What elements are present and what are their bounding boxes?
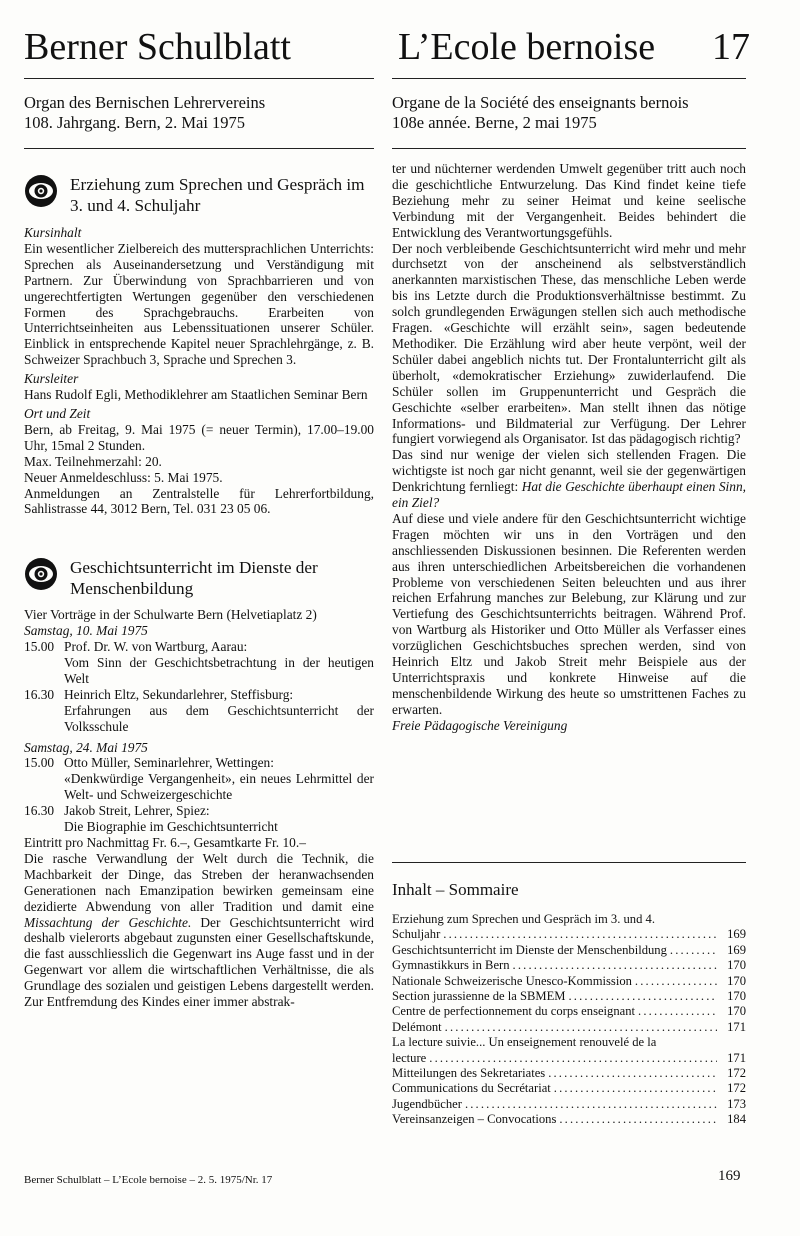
eye-icon: [24, 557, 58, 591]
toc-entry[interactable]: Erziehung zum Sprechen und Gespräch im 3. und 4. Schuljahr . . . 169: [392, 912, 746, 943]
toc-entry[interactable]: Gymnastikkurs in Bern . . . 170: [392, 958, 746, 973]
talk-topic: Die Biographie im Geschichtsunterricht: [64, 819, 278, 835]
masthead-rule-left: [24, 78, 374, 79]
article2-body-p1: ter und nüchterner werdenden Umwelt gegenüber tritt auch noch die geschichtliche Entwurzelung. Das Kind findet keine tiefe Beziehung mehr zu seiner Heimat und keine seelische Verbindung mit der Vergangenheit. Beides behindert die Entwicklung des Verantwortungsgefühls.: [392, 161, 746, 240]
article2-body-p4: Auf diese und viele andere für den Geschichtsunterricht wichtige Fragen möchten wir uns in den Vorträgen und den anschliessenden Diskussionen besinnen. Die Referenten werden aus ihren unterschiedlichen Arbeitsbereichen die vorhandenen Probleme von verschiedenen Seiten beleuchten und aus ihrer reichen Erfahrung manches zur Belebung, zur Klärung und zur Vertiefung des Geschichtsunterrichts beitragen. Während Prof. von Wartburg als Historiker und Otto Müller als Verfasser eines vorzüglichen Geschichtsbuches sprechen werden, sind von Heinrich Eltz und Jakob Streit mehr Beispiele aus der Unterrichtspraxis und konkrete Hinweise auf die menschenbildende Wirkung des heute so umstrittenen Faches zu erwarten.: [392, 510, 746, 717]
toc-entry[interactable]: Centre de perfectionnement du corps enseignant . . . 170: [392, 1004, 746, 1019]
masthead-rule-right: [392, 78, 746, 79]
max-participants: Max. Teilnehmerzahl: 20.: [24, 453, 162, 469]
talk-item: [24, 687, 374, 735]
talk-speaker: Prof. Dr. W. von Wartburg, Aarau:: [64, 639, 248, 655]
kursinhalt-label: Kursinhalt: [24, 225, 82, 240]
registration-deadline: Neuer Anmeldeschluss: 5. Mai 1975.: [24, 469, 223, 485]
footer-citation: Berner Schulblatt – L’Ecole bernoise – 2. 5. 1975/Nr. 17: [24, 1174, 273, 1186]
date-de: 108. Jahrgang. Bern, 2. Mai 1975: [24, 113, 246, 132]
article2-body-start: Die rasche Verwandlung der Welt durch die Technik, die Machbarkeit der Dinge, das Streben der heranwachsenden Generationen nach Emanzipation bewirken gemeinsam eine dezidierte Abwendung von aller Tradition und damit eine Missachtung der Geschichte. Der Geschichtsunterricht wird deshalb vielerorts abgebaut zugunsten einer Gesellschaftskunde, die fast ausschliesslich die Gegenwart ins Auge fasst und in der Gegenwart vor allem die wirtschaftlichen Verhältnisse, die als Grundlage des sozialen und geistigen Lebens dargestellt werden. Zur Entfremdung des Kindes einer immer abstrak-: [24, 850, 374, 1010]
day2-label: Samstag, 24. Mai 1975: [24, 739, 148, 755]
toc-entry[interactable]: Communications du Secrétariat . . . 172: [392, 1081, 746, 1096]
talk-topic: Vom Sinn der Geschichtsbetrachtung in der heutigen Welt: [64, 655, 374, 686]
toc-entry[interactable]: La lecture suivie... Un enseignement renouvelé de la lecture . . . 171: [392, 1035, 746, 1066]
article2-body-p2: Der noch verbleibende Geschichtsunterricht wird mehr und mehr durchsetzt von der anscheinend als selbstverständlich anerkannten marxistischen These, das menschliche Leben werde bis ins Letzte durch die Produktionsverhältnisse bestimmt. Zu solch grundlegenden Erwägungen stellen sich auch methodische Fragen. «Geschichte will erzählt sein», sagen bedeutende Methodiker. Die Erzählung wird aber heute verpönt, weil der Schüler dabei angeblich nichts tut. Der Frontalunterricht gilt als überholt, «demokratischer Erziehung» zuwiderlaufend. Die Schüler sollen im Gruppenunterricht und Gespräch die Geschichte «selber erarbeiten». Man stellt ihnen das nötige Informations- und Bildmaterial zur Verfügung. Der Lehrer fungiert vorwiegend als Organisator. Ist das pädagogisch richtig?: [392, 240, 746, 447]
masthead-title-fr: L’Ecole bernoise: [398, 26, 656, 68]
talk-time: 15.00: [24, 755, 55, 771]
toc-entry[interactable]: Delémont . . . 171: [392, 1020, 746, 1035]
article2-heading: [24, 557, 374, 599]
kursleiter-text: Hans Rudolf Egli, Methodiklehrer am Staatlichen Seminar Bern: [24, 387, 368, 403]
article2-title: Geschichtsunterricht im Dienste der Menschenbildung: [70, 558, 318, 599]
toc-entry[interactable]: Mitteilungen des Sekretariates . . . 172: [392, 1066, 746, 1081]
toc-rule: [392, 862, 746, 863]
talk-time: 16.30: [24, 686, 55, 702]
talk-item: [24, 755, 374, 803]
day1-label: Samstag, 10. Mai 1975: [24, 623, 148, 639]
org-fr: Organe de la Société des enseignants bernois: [392, 93, 689, 112]
toc-entry[interactable]: Jugendbücher . . . 173: [392, 1097, 746, 1112]
eye-icon: [24, 174, 58, 208]
talk-item: [24, 803, 374, 835]
toc-entry[interactable]: Geschichtsunterricht im Dienste der Menschenbildung . . . 169: [392, 943, 746, 958]
article1-title: Erziehung zum Sprechen und Gespräch im 3. und 4. Schuljahr: [70, 175, 365, 215]
talk-time: 16.30: [24, 803, 55, 819]
right-column: [392, 161, 746, 734]
article1-heading: [24, 174, 374, 216]
toc-entry[interactable]: Nationale Schweizerische Unesco-Kommission . . . 170: [392, 974, 746, 989]
toc-entry[interactable]: Vereinsanzeigen – Convocations . . . 184: [392, 1112, 746, 1127]
kursleiter-label: Kursleiter: [24, 371, 79, 387]
talk-time: 15.00: [24, 639, 55, 655]
toc-list: [392, 912, 746, 1128]
org-de: Organ des Bernischen Lehrervereins: [24, 93, 266, 112]
article2-body-p3: Das sind nur wenige der vielen sich stellenden Fragen. Die wichtigste ist noch gar nicht genannt, weil sie der gegenwärtigen Denkrichtung fernliegt: Hat die Geschichte überhaupt einen Sinn, ein Ziel?: [392, 447, 746, 511]
talk-topic: «Denkwürdige Vergangenheit», ein neues Lehrmittel der Welt- und Schweizergeschichte: [64, 771, 374, 803]
issue-number: 17: [712, 26, 750, 68]
toc-title: Inhalt – Sommaire: [392, 880, 519, 899]
toc-entry[interactable]: Section jurassienne de la SBMEM . . . 170: [392, 989, 746, 1004]
masthead-title-de: Berner Schulblatt: [24, 26, 291, 68]
kursinhalt-text: Ein wesentlicher Zielbereich des muttersprachlichen Unterrichts: Sprechen als Auseinandersetzung und Verständigung mit Partnern. Zur Überwindung von Sprachbarrieren und von ungerechtfertigten Wertungen gegenüber den verschiedenen Formen des Sprachgebrauchs. Erarbeiten von Unterrichtseinheiten aus Lebenssituationen unserer Schüler. Einblick in entsprechende Kapitel neuer Sprachlehrgänge, z. B. Schweizer Sprachbuch 3, Sprache und Sprechen 3.: [24, 240, 374, 368]
article2-signature: Freie Pädagogische Vereinigung: [392, 717, 568, 733]
talk-speaker: Jakob Streit, Lehrer, Spiez:: [64, 803, 210, 819]
header-rule-left: [24, 148, 374, 149]
registration-address: Anmeldungen an Zentralstelle für Lehrerfortbildung, Sahlistrasse 44, 3012 Bern, Tel. 031 23 05 06.: [24, 485, 374, 517]
lecture-intro: Vier Vorträge in der Schulwarte Bern (Helvetiaplatz 2): [24, 607, 317, 623]
header-rule-right: [392, 148, 746, 149]
page-number: 169: [718, 1168, 741, 1184]
talk-item: [24, 639, 374, 687]
date-fr: 108e année. Berne, 2 mai 1975: [392, 113, 597, 132]
left-column: [24, 174, 374, 1010]
talk-topic: Erfahrungen aus dem Geschichtsunterricht der Volksschule: [64, 702, 374, 734]
talk-speaker: Heinrich Eltz, Sekundarlehrer, Steffisburg:: [64, 686, 294, 702]
ort-zeit-label: Ort und Zeit: [24, 405, 91, 421]
talk-speaker: Otto Müller, Seminarlehrer, Wettingen:: [64, 755, 274, 771]
admission-price: Eintritt pro Nachmittag Fr. 6.–, Gesamtkarte Fr. 10.–: [24, 835, 306, 850]
ort-zeit-text: Bern, ab Freitag, 9. Mai 1975 (= neuer Termin), 17.00–19.00 Uhr, 15mal 2 Stunden.: [24, 421, 374, 453]
